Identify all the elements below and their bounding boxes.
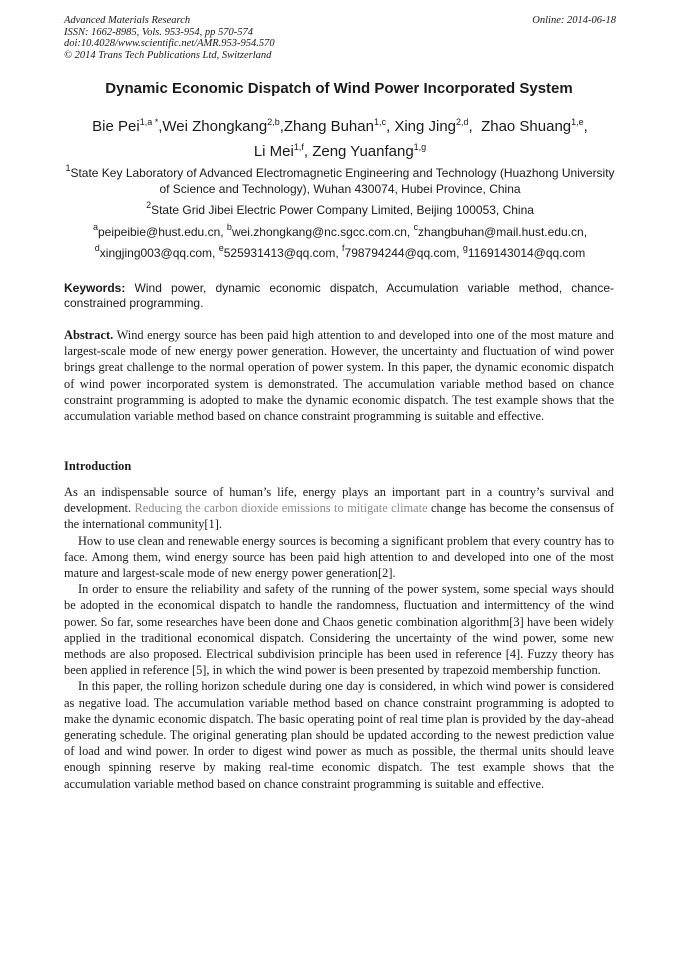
email-address: peipeibie@hust.edu.cn	[97, 225, 221, 239]
email-address: 525931413@qq.com	[223, 246, 336, 260]
journal-doi: doi:10.4028/www.scientific.net/AMR.953-954.570	[64, 38, 275, 49]
affiliation-text: State Key Laboratory of Advanced Electromagnetic Engineering and Technology (Huazhong University of Science and Technology), Wuhan 430074, Hubei Province, China	[70, 166, 615, 196]
affiliation-text: State Grid Jibei Electric Power Company Limited, Beijing 100053, China	[151, 203, 534, 217]
email-address: xingjing003@qq.com	[99, 246, 213, 260]
paragraph: In this paper, the rolling horizon schedule during one day is considered, in which wind power is considered as negative load. The accumulation variable method based on chance constraint programming is adopted to make the dynamic economic dispatch. The basic operating point of real time plan is provided by the day-ahead generating schedule. The original generating plan should be updated according to the newest prediction value of load and wind power. In order to digest wind power as much as possible, the thermal units should leave enough spinning reserve by making real-time economic dispatch. The test example shows that the accumulation variable method based on chance constraint programming is suitable and effective.	[64, 679, 614, 791]
author-sup: 2,d	[456, 117, 469, 127]
author-sup: 1,e	[571, 117, 584, 127]
paragraph: How to use clean and renewable energy sources is becoming a significant problem that every country has to face. Among them, wind energy source has been paid high attention to and developed into one of the most mature and largest-scale mode of new energy power generation[2].	[64, 533, 614, 581]
author-sup: 1,c	[373, 117, 386, 127]
affiliation-1	[64, 165, 616, 197]
email-sup: a	[92, 222, 98, 232]
section-heading-introduction: Introduction	[64, 459, 132, 473]
affiliation-sup: 1	[65, 163, 71, 173]
author-name: Zhang Buhan	[283, 118, 374, 135]
email-sup: f	[342, 243, 345, 253]
email-address: zhangbuhan@mail.hust.edu.cn	[418, 225, 584, 239]
paragraph	[64, 484, 614, 533]
introduction-body	[64, 484, 614, 792]
highlighted-text: Reducing the carbon dioxide emissions to mitigate climate	[134, 501, 428, 516]
author-sup: 2,b	[267, 117, 280, 127]
email-sup: b	[226, 222, 232, 232]
keywords-label: Keywords:	[64, 281, 126, 295]
abstract-label: Abstract.	[64, 328, 114, 342]
email-sup: g	[462, 243, 468, 253]
journal-copyright: © 2014 Trans Tech Publications Ltd, Switzerland	[64, 49, 272, 61]
email-sup: d	[94, 243, 100, 253]
email-sup: c	[413, 222, 419, 232]
author-sup: 1,g	[413, 142, 427, 152]
email-sup: e	[218, 243, 224, 253]
author-sup: 1,f	[293, 142, 304, 152]
email-address: 798794244@qq.com	[344, 246, 457, 260]
author-name: Wei Zhongkang	[162, 118, 268, 135]
keywords	[64, 281, 614, 310]
email-address: 1169143014@qq.com	[467, 246, 586, 260]
email-address: wei.zhongkang@nc.sgcc.com.cn	[231, 225, 407, 239]
abstract-text: Wind energy source has been paid high attention to and developed into one of the most mature and largest-scale mode of new energy power generation. However, the uncertainty and fluctuation of wind power brings great challenge to the normal operation of power system. In this paper, the dynamic economic dispatch of wind power incorporated system is demonstrated. The accumulation variable method based on chance constraint programming is adopted to make the dynamic economic dispatch. The test example shows that the accumulation variable method based on chance constraint programming is suitable and effective.	[64, 328, 614, 424]
paper-title: Dynamic Economic Dispatch of Wind Power Incorporated System	[105, 80, 573, 97]
paragraph-text: change has become the consensus of the international community[1].	[64, 501, 614, 532]
email-list: $^a$peipeibie@hust.edu.cn, $^b$wei.zhongkang@nc.sgcc.com.cn, $^c$zhangbuhan@mail.hust.edu.cn, $^d$xingjing003@qq.com, $^e$525931413@qq.com, $^f$798794244@qq.com, $^g$1169143014@qq.com	[92, 222, 588, 260]
affiliation-2	[64, 202, 616, 218]
author-name: Xing Jing	[394, 118, 457, 135]
affiliation-sup: 2	[146, 200, 152, 210]
author-name: Zhao Shuang	[481, 118, 572, 135]
keywords-text: Wind power, dynamic economic dispatch, Accumulation variable method, chance-constrained programming.	[64, 281, 614, 310]
author-name: Bie Pei	[92, 118, 140, 135]
journal-name: Advanced Materials Research	[64, 15, 191, 26]
online-date: Online: 2014-06-18	[532, 15, 616, 26]
journal-header	[64, 15, 616, 61]
abstract	[64, 327, 614, 424]
author-name: Zeng Yuanfang	[312, 143, 414, 160]
paragraph: In order to ensure the reliability and safety of the running of the power system, some special ways should be adopted in the economical dispatch to handle the randomness, fluctuation and intermittency of the wind power. So far, some researches have been done and Chaos genetic combination algorithm[3] have been widely applied in the traditional economical dispatch. Considering the uncertainty of the wind power, some new methods are also proposed. Electrical subdivision principle has been used in reference [4]. Fuzzy theory has been applied in reference [5], in which the wind power is been presented by trapezoid membership function.	[64, 582, 614, 678]
author-name: Li Mei	[253, 143, 294, 160]
author-list: Bie Pei$^{1,a *}$,Wei Zhongkang$^{2,b}$,Zhang Buhan$^{1,c}$, Xing Jing$^{2,d}$, Zhao Shuang$^{1,e}$, Li Mei$^{1,f}$, Zeng Yuanfang$^{1,g}$	[92, 117, 588, 160]
journal-issn: ISSN: 1662-8985, Vols. 953-954, pp 570-574	[64, 26, 253, 38]
paragraph-text: As an indispensable source of human’s life, energy plays an important part in a country’s survival and development.	[64, 485, 614, 516]
author-sup: 1,a *	[139, 117, 159, 127]
